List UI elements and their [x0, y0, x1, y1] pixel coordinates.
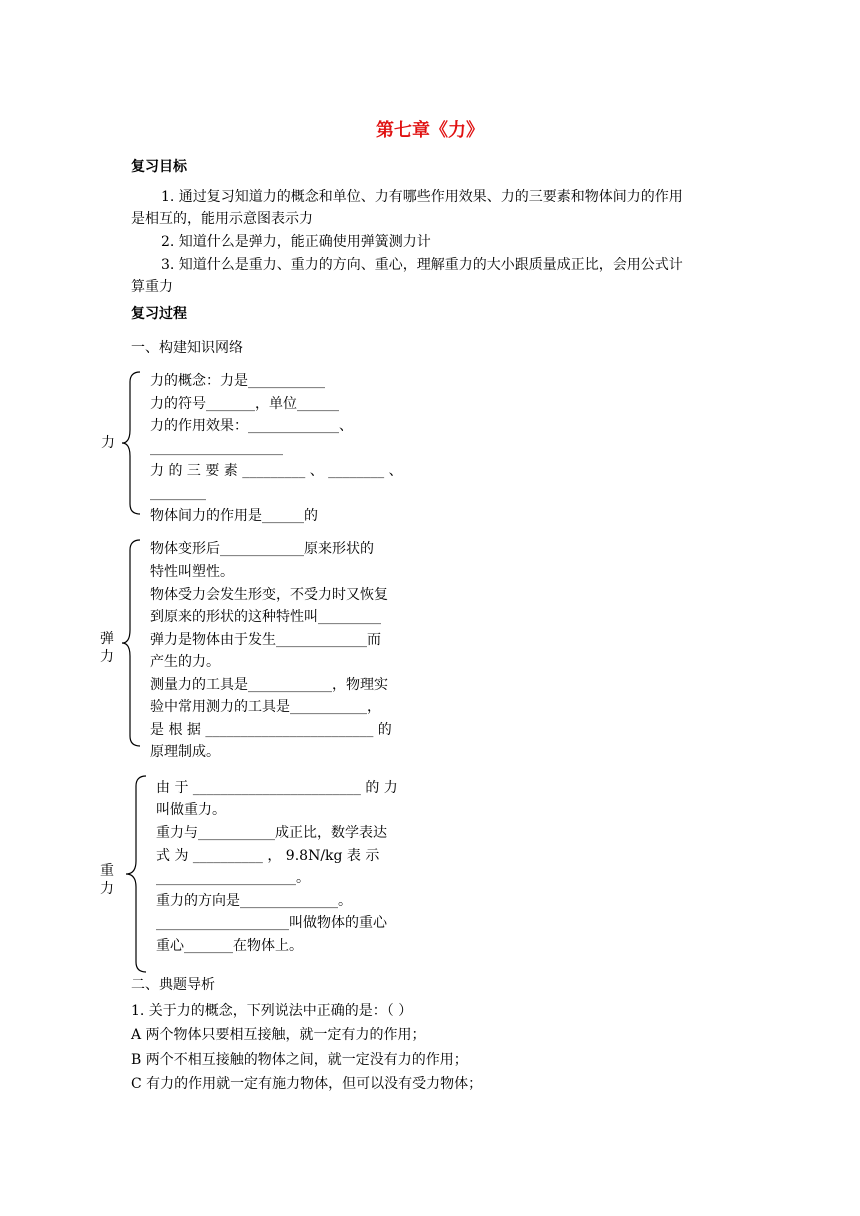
- gravity-line: 重心_______在物体上。: [156, 938, 303, 954]
- gravity-brace: [124, 774, 150, 974]
- goal-line-4: 3. 知道什么是重力、重力的方向、重心，理解重力的大小跟质量成正比，会用公式计: [161, 257, 683, 273]
- elastic-line: 物体变形后____________原来形状的: [150, 541, 374, 557]
- elastic-line: 物体受力会发生形变，不受力时又恢复: [150, 587, 388, 603]
- gravity-line: ____________________。: [156, 870, 310, 886]
- gravity-line: 重力与___________成正比，数学表达: [156, 825, 387, 841]
- force-line: 力 的 三 要 素 _________ 、 ________ 、: [150, 463, 403, 479]
- elastic-line: 验中常用测力的工具是___________，: [150, 699, 381, 715]
- gravity-line: 重力的方向是______________。: [156, 893, 352, 909]
- question-option-b: B 两个不相互接触的物体之间，就一定没有力的作用；: [131, 1052, 468, 1068]
- question-option-a: A 两个物体只要相互接触，就一定有力的作用；: [131, 1027, 426, 1043]
- goal-line-1: 1. 通过复习知道力的概念和单位、力有哪些作用效果、力的三要素和物体间力的作用: [161, 189, 683, 205]
- page-title: 第七章《力》: [376, 120, 484, 141]
- force-label: 力: [101, 435, 115, 451]
- elastic-line: 弹力是物体由于发生_____________而: [150, 632, 381, 648]
- question-stem: 1. 关于力的概念，下列说法中正确的是：（ ）: [131, 1003, 413, 1019]
- goal-line-2: 是相互的，能用示意图表示力: [131, 211, 313, 227]
- elastic-line: 测量力的工具是____________，物理实: [150, 677, 388, 693]
- section-knowledge-network: 一、构建知识网络: [131, 340, 243, 356]
- question-option-c: C 有力的作用就一定有施力物体，但可以没有受力物体；: [131, 1076, 483, 1092]
- force-line: 力的作用效果：_____________、: [150, 418, 353, 434]
- gravity-line: 叫做重力。: [156, 802, 226, 818]
- heading-review-process: 复习过程: [131, 306, 187, 322]
- heading-review-goals: 复习目标: [131, 159, 187, 175]
- force-line: 物体间力的作用是______的: [150, 508, 318, 524]
- goal-line-3: 2. 知道什么是弹力，能正确使用弹簧测力计: [161, 234, 431, 250]
- gravity-line: ___________________叫做物体的重心: [156, 915, 387, 931]
- section-typical-examples: 二、典题导析: [131, 977, 215, 993]
- force-line: 力的符号_______，单位______: [150, 396, 339, 412]
- gravity-label: 重力: [100, 863, 114, 897]
- elastic-line: 特性叫塑性。: [150, 564, 234, 580]
- force-line: ________: [150, 485, 206, 501]
- force-brace: [120, 370, 146, 516]
- elastic-brace: [120, 538, 146, 748]
- elastic-force-label: 弹力: [100, 631, 114, 665]
- goal-line-5: 算重力: [131, 279, 173, 295]
- elastic-line: 产生的力。: [150, 654, 220, 670]
- force-line: ___________________: [150, 440, 283, 456]
- gravity-line: 由 于 ________________________ 的 力: [156, 780, 398, 796]
- gravity-line: 式 为 __________ ， 9.8N/kg 表 示: [156, 848, 380, 864]
- force-line: 力的概念：力是___________: [150, 373, 325, 389]
- elastic-line: 是 根 据 ________________________ 的: [150, 722, 392, 738]
- elastic-line: 到原来的形状的这种特性叫_________: [150, 609, 381, 625]
- elastic-line: 原理制成。: [150, 744, 220, 760]
